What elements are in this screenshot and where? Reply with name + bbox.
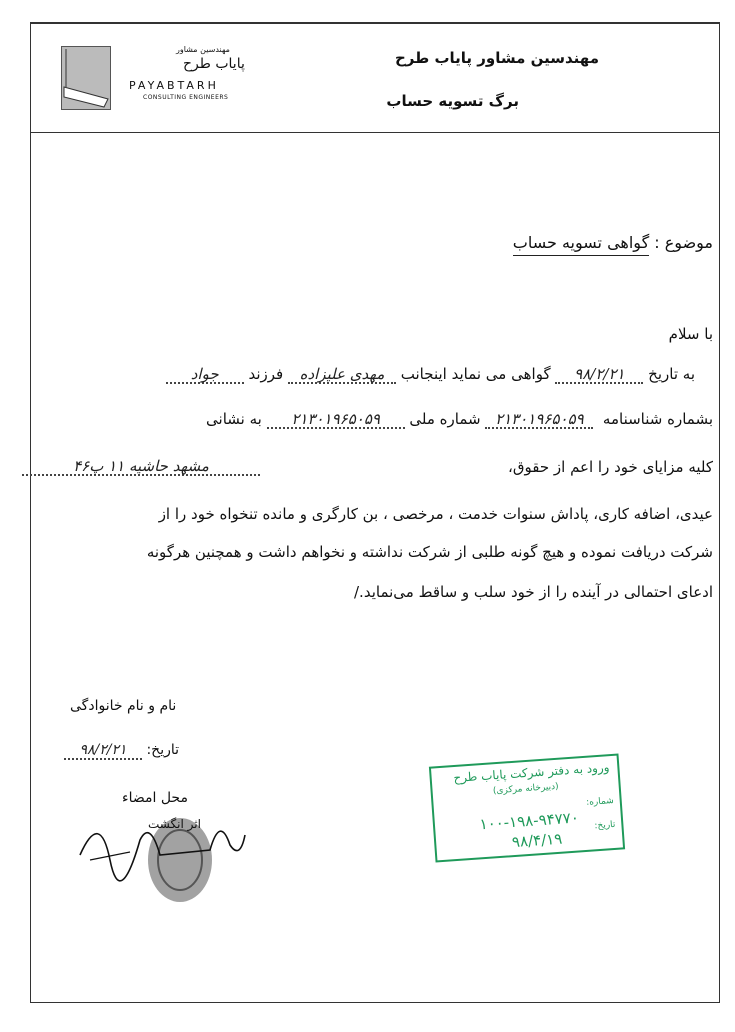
stamp-date: ۹۸/۴/۱۹ [511, 829, 563, 852]
subject-label: موضوع : [654, 233, 713, 252]
text: به نشانی [206, 410, 262, 428]
father-name-field: جواد [166, 366, 244, 384]
stamp-number: ۱۰۰-۱۹۸-۹۴۷۷۰ [478, 808, 580, 834]
body-line-2 [22, 410, 713, 429]
stamp-subtitle: (دبیرخانه مرکزی) [492, 781, 559, 797]
date-field: ۹۸/۲/۲۱ [555, 366, 643, 384]
signature-label: محل امضاء [122, 790, 188, 806]
received-stamp [429, 753, 625, 862]
stamp-date-label: تاریخ: [594, 819, 616, 832]
logo-subtitle: CONSULTING ENGINEERS [143, 94, 229, 101]
subject-line [513, 233, 713, 252]
text: گواهی می نماید اینجانب [400, 365, 551, 383]
body-line-5: شرکت دریافت نموده و هیچ گونه طلبی از شرکت نداشته و نخواهم داشت و همچنین هرگونه [146, 543, 713, 561]
text: بشماره شناسنامه [602, 410, 713, 428]
date-value: ۹۸/۲/۲۱ [64, 742, 142, 760]
logo-text-small: مهندسین مشاور [176, 45, 230, 54]
text: فرزند [248, 365, 284, 383]
logo-text-en: PAYABTARH [129, 79, 219, 92]
body-line-3 [22, 458, 713, 476]
text: شماره ملی [409, 410, 481, 428]
body-line-1 [22, 365, 695, 384]
fingerprint-label: اثر انگشت [148, 817, 201, 831]
company-logo-icon [61, 46, 111, 110]
form-title: برگ تسویه حساب [386, 92, 519, 110]
body-line-4: عیدی، اضافه کاری، پاداش سنوات خدمت ، مرخصی ، بن کارگری و مانده تنخواه خود را از [158, 505, 713, 523]
date-label: تاریخ: [146, 742, 180, 758]
name-field: مهدی علیزاده [288, 366, 396, 384]
stamp-number-label: شماره: [585, 795, 615, 808]
national-id-field: ۲۱۳۰۱۹۶۵۰۵۹ [267, 411, 405, 429]
date-line [64, 742, 179, 760]
stamp-title: ورود به دفتر شرکت پایاب طرح [452, 760, 610, 786]
subject-value: گواهی تسویه حساب [513, 233, 649, 256]
text: کلیه مزایای خود را اعم از حقوق، [508, 458, 713, 476]
text: به تاریخ [648, 365, 695, 383]
fullname-label: نام و نام خانوادگی [70, 698, 177, 714]
address-field: مشهد حاشیه ۱۱ پ۴۶ [22, 458, 260, 476]
logo-text-fa: پایاب طرح [183, 56, 245, 72]
body-line-6: ادعای احتمالی در آینده را از خود سلب و ساقط می‌نماید./ [354, 583, 713, 601]
id-number-field: ۲۱۳۰۱۹۶۵۰۵۹ [485, 411, 593, 429]
company-name: مهندسین مشاور پایاب طرح [394, 49, 599, 67]
letterhead [31, 24, 719, 133]
greeting: با سلام [668, 325, 713, 343]
